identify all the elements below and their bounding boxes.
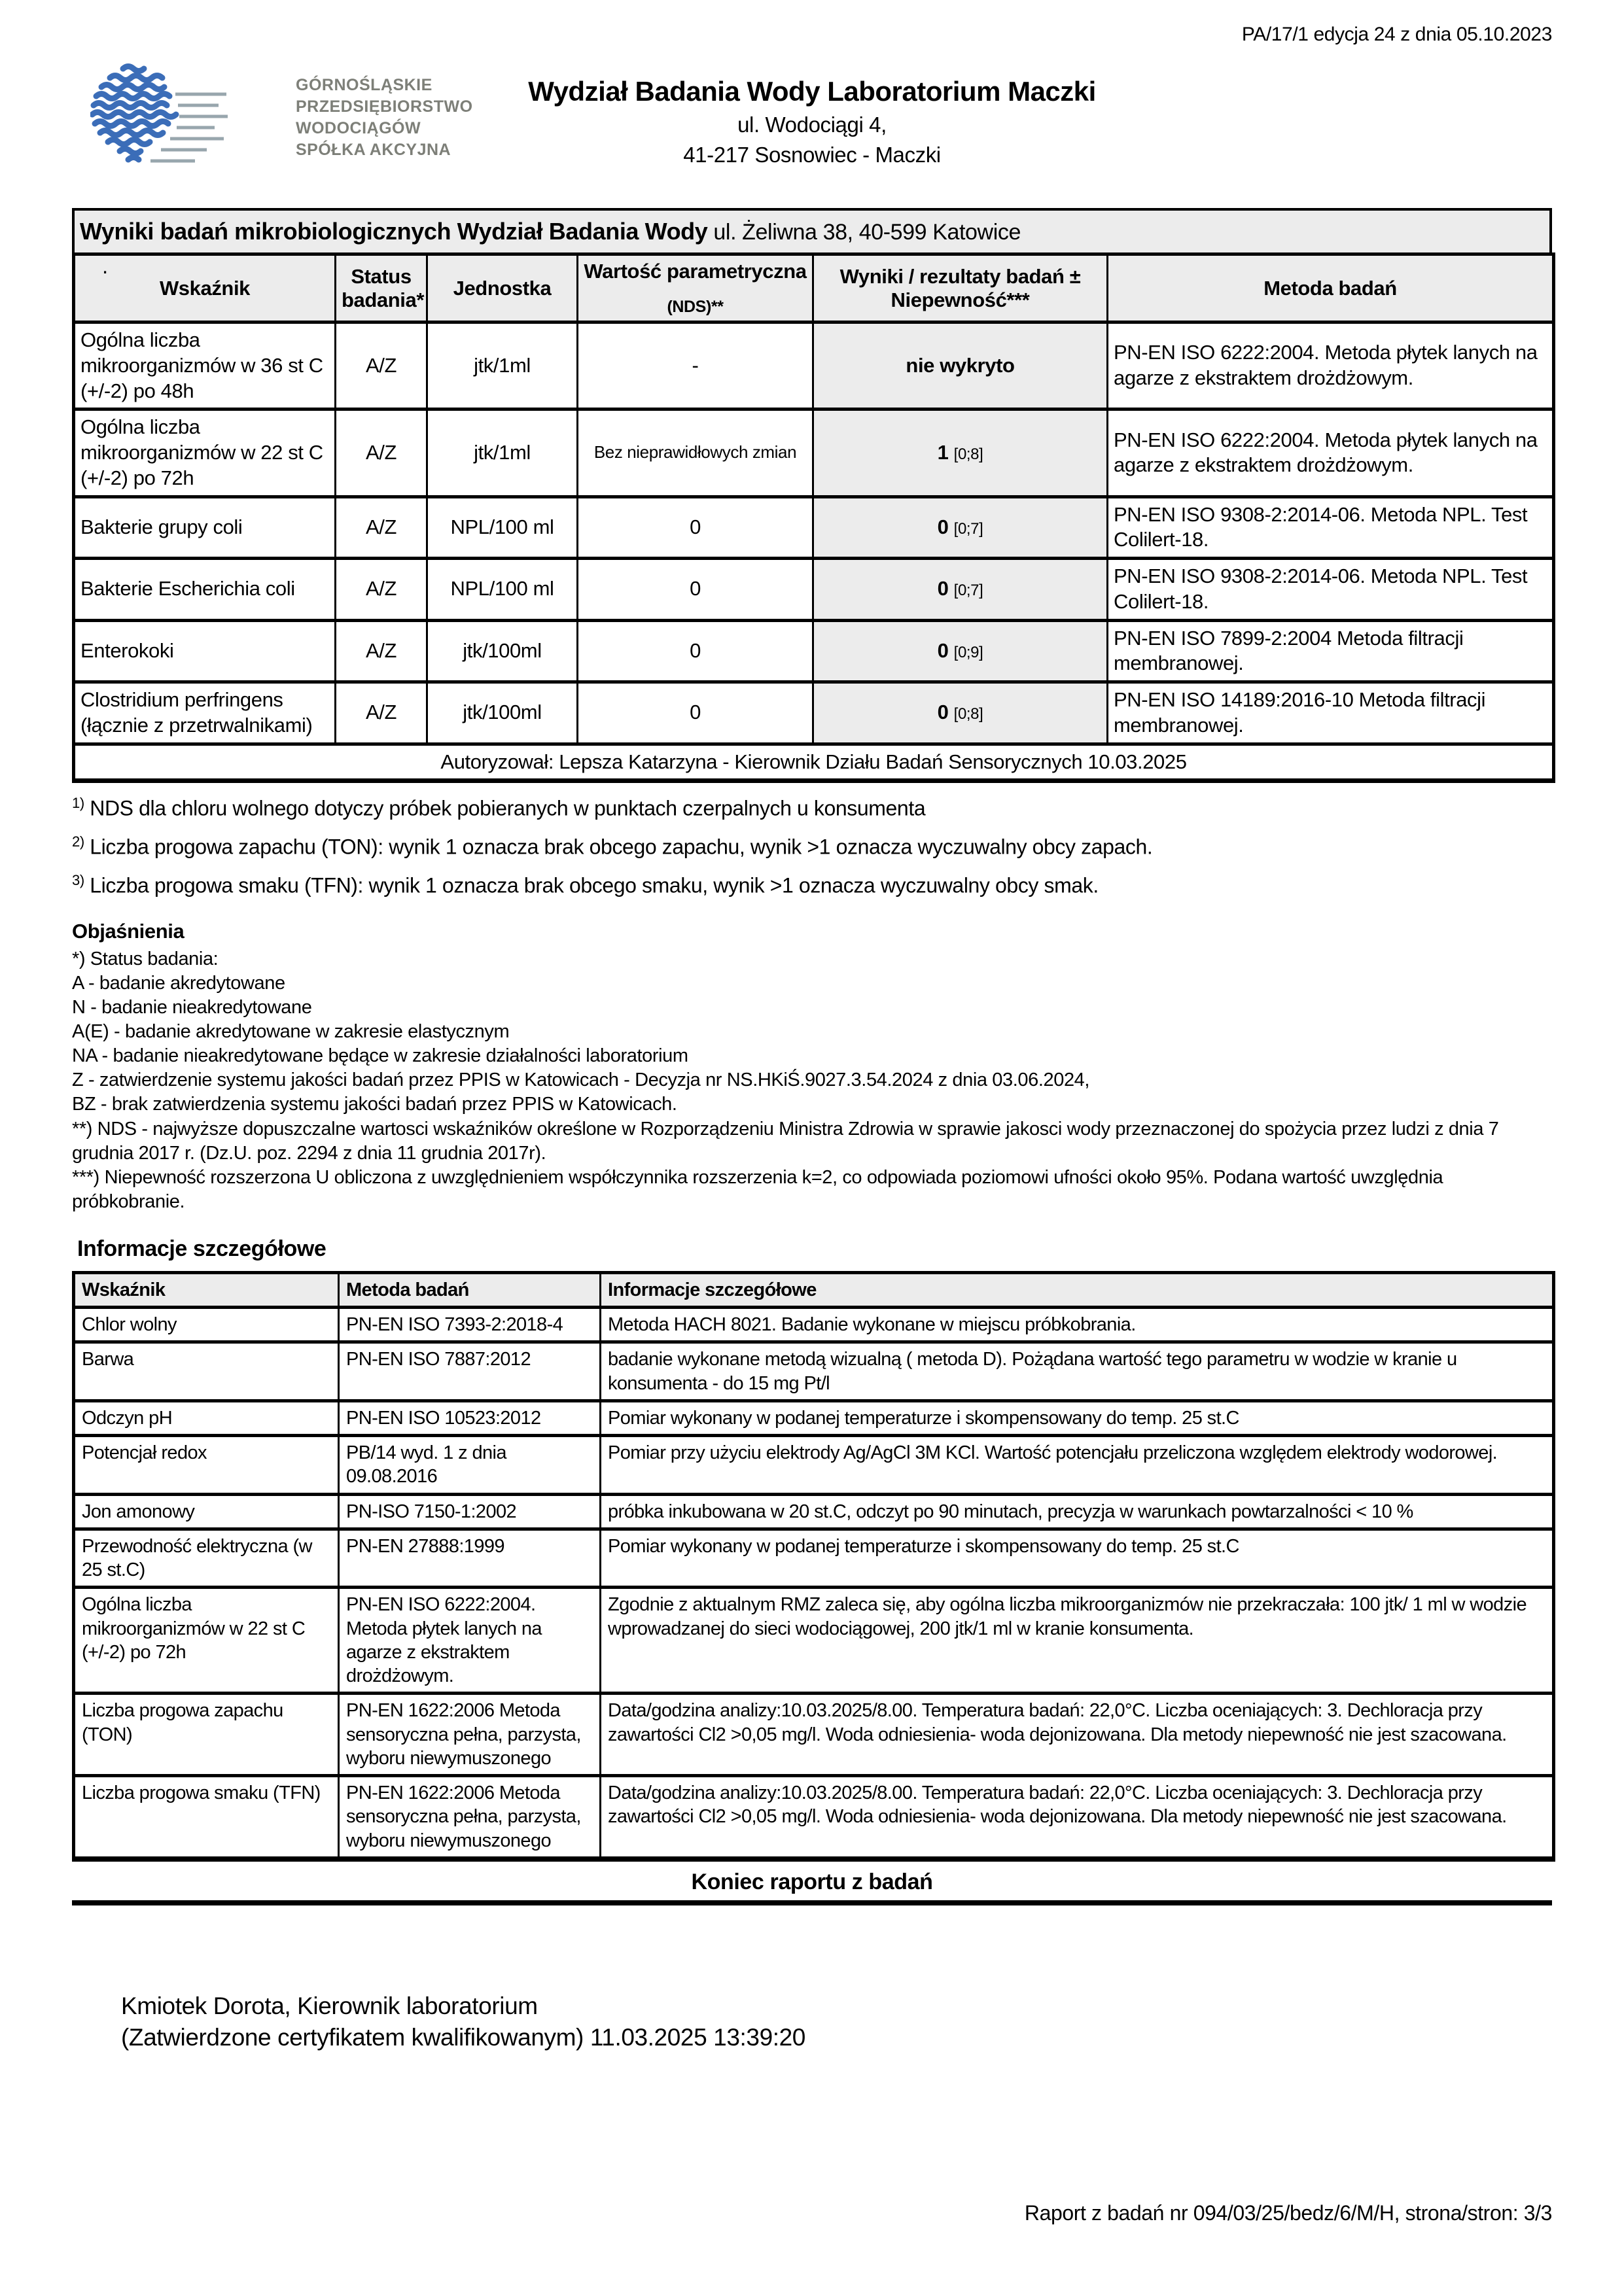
status-cell: A/Z	[336, 496, 427, 559]
method-cell: PN-EN 1622:2006 Metoda sensoryczna pełna, parzysta, wyboru niewymuszonego	[339, 1776, 601, 1859]
company-name-line: WODOCIĄGÓW	[296, 119, 421, 137]
table-row	[74, 1529, 1554, 1588]
footnote-marker: 2)	[72, 833, 84, 850]
result-uncertainty: [0;9]	[953, 643, 983, 661]
indicator-cell: Chlor wolny	[74, 1308, 339, 1342]
footnote-3	[72, 871, 1552, 900]
indicator-cell: Jon amonowy	[74, 1494, 339, 1529]
info-cell: Data/godzina analizy:10.03.2025/8.00. Temperatura badań: 22,0°C. Liczba oceniających: 3. Dechloracja przy zawartości Cl2 >0,05 mg/l. Woda odniesienia- woda dejonizowana. Dla metody niepewność nie jest szacowana.	[601, 1694, 1554, 1776]
status-cell: A/Z	[336, 322, 427, 409]
col-header-limit-main: Wartość parametryczna	[584, 260, 807, 283]
indicator-cell: Bakterie grupy coli	[74, 496, 336, 559]
limit-cell: 0	[578, 559, 813, 621]
limit-cell: 0	[578, 682, 813, 744]
table-row	[74, 496, 1554, 559]
company-logo	[90, 63, 473, 173]
result-cell	[813, 682, 1108, 744]
table-row	[74, 1308, 1554, 1342]
method-cell: PN-EN 1622:2006 Metoda sensoryczna pełna, parzysta, wyboru niewymuszonego	[339, 1694, 601, 1776]
table-row	[74, 620, 1554, 682]
table-row	[74, 1588, 1554, 1694]
info-cell: badanie wykonane metodą wizualną ( metoda D). Pożądana wartość tego parametru w wodzie w kranie u konsumenta - do 15 mg Pt/l	[601, 1342, 1554, 1401]
method-cell: PN-EN ISO 9308-2:2014-06. Metoda NPL. Test Colilert-18.	[1108, 496, 1554, 559]
unit-cell: jtk/100ml	[427, 620, 578, 682]
result-value: 0	[937, 577, 949, 600]
signature-block	[121, 1991, 1552, 2053]
col-header-unit: Jednostka	[427, 254, 578, 322]
table-header-row	[74, 1272, 1554, 1307]
legend-heading: Objaśnienia	[72, 919, 185, 943]
result-cell	[813, 496, 1108, 559]
indicator-cell: Ogólna liczba mikroorganizmów w 22 st C (+/-2) po 72h	[74, 409, 336, 496]
company-name-line: PRZEDSIĘBIORSTWO	[296, 97, 473, 116]
method-cell: PN-EN ISO 6222:2004. Metoda płytek lanych na agarze z ekstraktem drożdżowym.	[1108, 409, 1554, 496]
method-cell: PB/14 wyd. 1 z dnia 09.08.2016	[339, 1436, 601, 1495]
method-cell: PN-EN ISO 10523:2012	[339, 1400, 601, 1435]
info-cell: Pomiar przy użyciu elektrody Ag/AgCl 3M KCl. Wartość potencjału przeliczona względem elektrody wodorowej.	[601, 1436, 1554, 1495]
table-row	[74, 409, 1554, 496]
indicator-cell: Liczba progowa smaku (TFN)	[74, 1776, 339, 1859]
limit-cell: 0	[578, 496, 813, 559]
page-title: Wydział Badania Wody Laboratorium Maczki	[528, 76, 1096, 107]
indicator-cell: Barwa	[74, 1342, 339, 1401]
company-name	[296, 75, 473, 161]
result-uncertainty: [0;7]	[953, 582, 983, 600]
table-row	[74, 322, 1554, 409]
footnote-text: Liczba progowa smaku (TFN): wynik 1 oznacza brak obcego smaku, wynik >1 oznacza wyczuwalny obcy smak.	[90, 873, 1099, 897]
method-cell: PN-EN ISO 9308-2:2014-06. Metoda NPL. Test Colilert-18.	[1108, 559, 1554, 621]
signature-name: Kmiotek Dorota, Kierownik laboratorium	[121, 1992, 538, 2019]
company-name-line: GÓRNOŚLĄSKIE	[296, 76, 432, 94]
unit-cell: NPL/100 ml	[427, 496, 578, 559]
result-uncertainty: [0;8]	[953, 705, 983, 723]
footnote-1	[72, 793, 1552, 823]
method-cell: PN-EN ISO 7899-2:2004 Metoda filtracji membranowej.	[1108, 620, 1554, 682]
legend-section	[72, 920, 1552, 1214]
col-header-method: Metoda badań	[1108, 254, 1554, 322]
limit-cell: Bez nieprawidłowych zmian	[578, 409, 813, 496]
table-row	[74, 682, 1554, 744]
indicator-cell: Clostridium perfringens (łącznie z przetrwalnikami)	[74, 682, 336, 744]
indicator-cell: Potencjał redox	[74, 1436, 339, 1495]
stray-mark: .	[102, 254, 108, 278]
status-cell: A/Z	[336, 409, 427, 496]
legend-line: Z - zatwierdzenie systemu jakości badań przez PPIS w Katowicach - Decyzja nr NS.HKiŚ.9027.3.54.2024 z dnia 03.06.2024,	[72, 1070, 1090, 1091]
authorization-row	[74, 744, 1554, 781]
col-header-result: Wyniki / rezultaty badań ± Niepewność***	[813, 254, 1108, 322]
unit-cell: jtk/1ml	[427, 409, 578, 496]
result-value: 1	[937, 441, 949, 464]
signature-certification: (Zatwierdzone certyfikatem kwalifikowanym) 11.03.2025 13:39:20	[121, 2024, 805, 2051]
indicator-cell: Liczba progowa zapachu (TON)	[74, 1694, 339, 1776]
info-cell: Data/godzina analizy:10.03.2025/8.00. Temperatura badań: 22,0°C. Liczba oceniających: 3. Dechloracja przy zawartości Cl2 >0,05 mg/l. Woda odniesienia- woda dejonizowana. Dla metody niepewność nie jest szacowana.	[601, 1776, 1554, 1859]
lab-address-street: ul. Wodociągi 4,	[737, 113, 887, 137]
report-footer: Raport z badań nr 094/03/25/bedz/6/M/H, strona/stron: 3/3	[1024, 2201, 1552, 2225]
indicator-cell: Ogólna liczba mikroorganizmów w 36 st C (+/-2) po 48h	[74, 322, 336, 409]
results-section-banner	[72, 208, 1552, 255]
footnote-marker: 3)	[72, 871, 84, 888]
unit-cell: jtk/1ml	[427, 322, 578, 409]
indicator-cell: Ogólna liczba mikroorganizmów w 22 st C (+/-2) po 72h	[74, 1588, 339, 1694]
company-name-line: SPÓŁKA AKCYJNA	[296, 141, 451, 159]
table-header-row	[74, 254, 1554, 322]
col-header-indicator: Wskaźnik	[74, 1272, 339, 1307]
footnote-2	[72, 832, 1552, 861]
method-cell: PN-EN ISO 6222:2004. Metoda płytek lanych na agarze z ekstraktem drożdżowym.	[1108, 322, 1554, 409]
col-header-indicator: Wskaźnik	[74, 254, 336, 322]
table-row	[74, 1694, 1554, 1776]
legend-line: BZ - brak zatwierdzenia systemu jakości badań przez PPIS w Katowicach.	[72, 1094, 677, 1115]
end-rule	[72, 1900, 1552, 1905]
status-cell: A/Z	[336, 682, 427, 744]
info-cell: Pomiar wykonany w podanej temperaturze i skompensowany do temp. 25 st.C	[601, 1529, 1554, 1588]
result-value: 0	[937, 515, 949, 538]
method-cell: PN-ISO 7150-1:2002	[339, 1494, 601, 1529]
indicator-cell: Przewodność elektryczna (w 25 st.C)	[74, 1529, 339, 1588]
table-row	[74, 1342, 1554, 1401]
result-cell	[813, 620, 1108, 682]
legend-line: ***) Niepewność rozszerzona U obliczona z uwzględnieniem współczynnika rozszerzenia k=2, co odpowiada poziomowi ufności około 95%. Podana wartość uwzględnia próbkobranie.	[72, 1166, 1443, 1212]
status-cell: A/Z	[336, 559, 427, 621]
legend-line: *) Status badania:	[72, 948, 219, 969]
result-value: 0	[937, 638, 949, 662]
table-row	[74, 1400, 1554, 1435]
table-row	[74, 1776, 1554, 1859]
method-cell: PN-EN ISO 7393-2:2018-4	[339, 1308, 601, 1342]
footnote-text: NDS dla chloru wolnego dotyczy próbek pobieranych w punktach czerpalnych u konsumenta	[90, 796, 926, 820]
authorization-text: Autoryzował: Lepsza Katarzyna - Kierownik Działu Badań Sensorycznych 10.03.2025	[74, 744, 1554, 781]
col-header-limit	[578, 254, 813, 322]
info-cell: Pomiar wykonany w podanej temperaturze i skompensowany do temp. 25 st.C	[601, 1400, 1554, 1435]
indicator-cell: Enterokoki	[74, 620, 336, 682]
limit-cell: -	[578, 322, 813, 409]
microbiology-results-table	[72, 252, 1555, 783]
result-cell	[813, 409, 1108, 496]
method-cell: PN-EN ISO 6222:2004. Metoda płytek lanych na agarze z ekstraktem drożdżowym.	[339, 1588, 601, 1694]
table-row	[74, 1494, 1554, 1529]
water-globe-icon	[90, 63, 287, 173]
method-cell: PN-EN 27888:1999	[339, 1529, 601, 1588]
unit-cell: NPL/100 ml	[427, 559, 578, 621]
result-cell	[813, 559, 1108, 621]
end-of-report-note: Koniec raportu z badań	[691, 1869, 933, 1894]
footnote-marker: 1)	[72, 795, 84, 812]
indicator-cell: Odczyn pH	[74, 1400, 339, 1435]
banner-title-bold: Wyniki badań mikrobiologicznych Wydział Badania Wody	[80, 218, 708, 245]
info-cell: Metoda HACH 8021. Badanie wykonane w miejscu próbkobrania.	[601, 1308, 1554, 1342]
result-cell	[813, 322, 1108, 409]
footnotes	[72, 793, 1552, 900]
lab-address-city: 41-217 Sosnowiec - Maczki	[683, 143, 941, 167]
result-uncertainty: [0;7]	[953, 519, 983, 538]
result-value: 0	[937, 701, 949, 724]
legend-line: A(E) - badanie akredytowane w zakresie elastycznym	[72, 1021, 510, 1043]
table-row	[74, 1436, 1554, 1495]
limit-cell: 0	[578, 620, 813, 682]
doc-reference: PA/17/1 edycja 24 z dnia 05.10.2023	[1241, 24, 1552, 45]
col-header-info: Informacje szczegółowe	[601, 1272, 1554, 1307]
info-cell: Zgodnie z aktualnym RMZ zaleca się, aby ogólna liczba mikroorganizmów nie przekraczała: 100 jtk/ 1 ml w wodzie wprowadzanej do sieci wodociągowej, 200 jtk/1 ml w kranie konsumenta.	[601, 1588, 1554, 1694]
method-cell: PN-EN ISO 7887:2012	[339, 1342, 601, 1401]
indicator-cell: Bakterie Escherichia coli	[74, 559, 336, 621]
method-cell: PN-EN ISO 14189:2016-10 Metoda filtracji membranowej.	[1108, 682, 1554, 744]
result-uncertainty: [0;8]	[953, 445, 983, 463]
banner-title-rest: ul. Żeliwna 38, 40-599 Katowice	[713, 220, 1021, 245]
footnote-text: Liczba progowa zapachu (TON): wynik 1 oznacza brak obcego zapachu, wynik >1 oznacza wyczuwalny obcy zapach.	[90, 835, 1153, 859]
legend-line: N - badanie nieakredytowane	[72, 997, 312, 1018]
details-table	[72, 1271, 1555, 1862]
info-cell: próbka inkubowana w 20 st.C, odczyt po 90 minutach, precyzja w warunkach powtarzalności < 10 %	[601, 1494, 1554, 1529]
legend-line: A - badanie akredytowane	[72, 972, 285, 994]
details-section-heading: Informacje szczegółowe	[77, 1236, 327, 1261]
result-value: nie wykryto	[906, 353, 1015, 377]
legend-line: NA - badanie nieakredytowane będące w zakresie działalności laboratorium	[72, 1045, 688, 1067]
col-header-method: Metoda badań	[339, 1272, 601, 1307]
legend-line: **) NDS - najwyższe dopuszczalne wartosci wskaźników określone w Rozporządzeniu Ministra Zdrowia w sprawie jakosci wody przeznaczonej do spożycia przez ludzi z dnia 7 grudnia 2017 r. (Dz.U. poz. 2294 z dnia 11 grudnia 2017r).	[72, 1118, 1499, 1164]
col-header-limit-nds: (NDS)**	[667, 298, 724, 316]
unit-cell: jtk/100ml	[427, 682, 578, 744]
status-cell: A/Z	[336, 620, 427, 682]
col-header-status: Status badania*	[336, 254, 427, 322]
table-row	[74, 559, 1554, 621]
